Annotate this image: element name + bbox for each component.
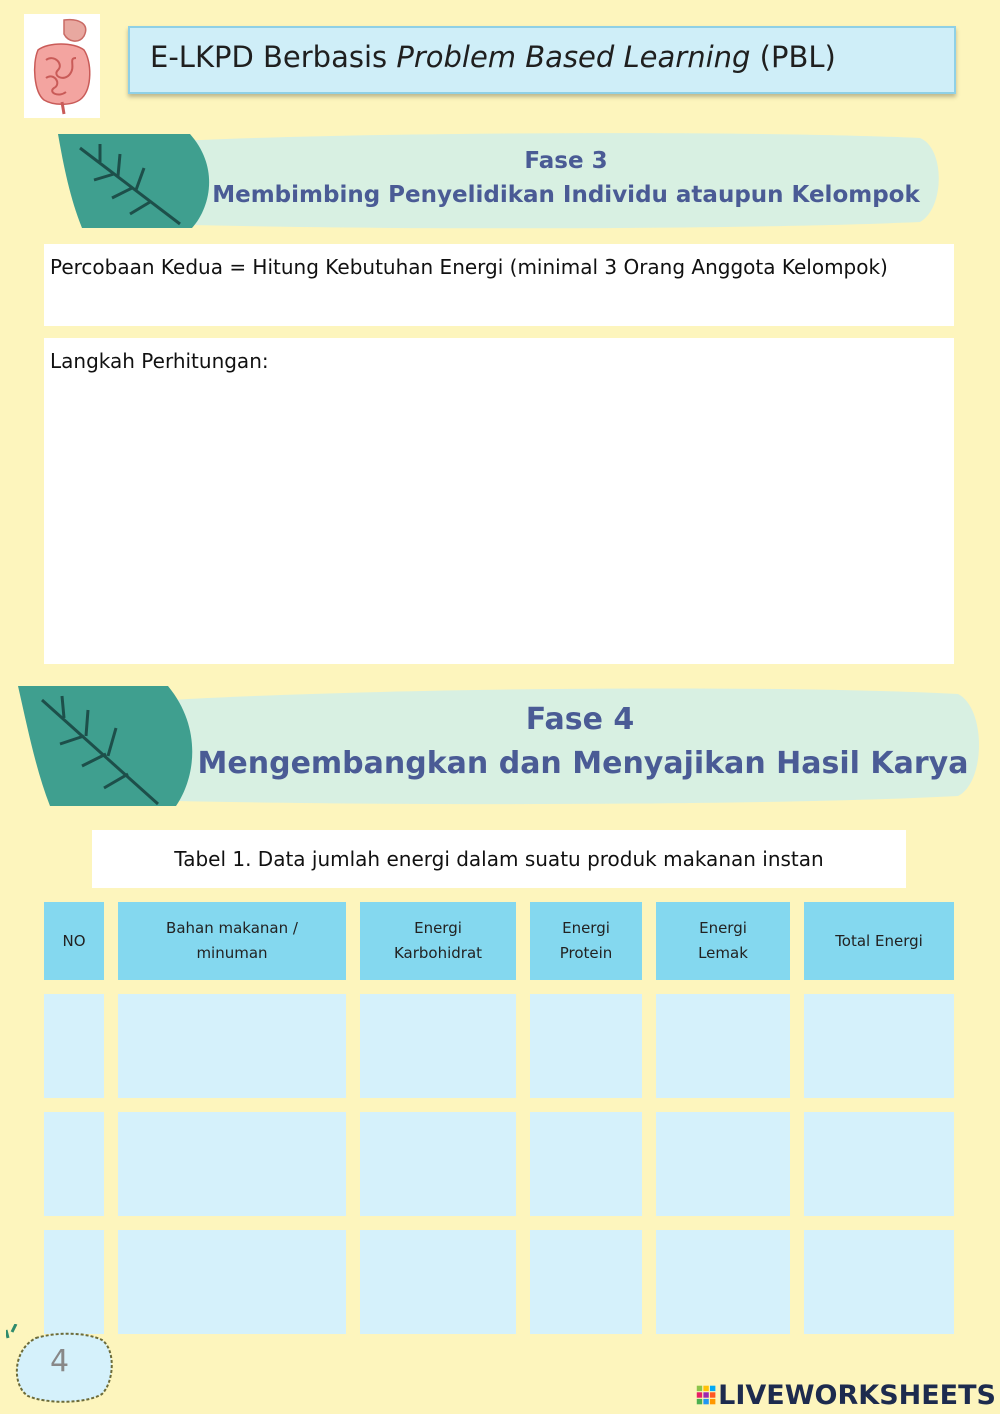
- table-header-protein: Energi Protein: [530, 902, 642, 980]
- phase4-label: Fase 4: [525, 702, 635, 737]
- table-caption: Tabel 1. Data jumlah energi dalam suatu produk makanan instan: [174, 847, 824, 871]
- logo-box: [24, 14, 100, 118]
- table-cell[interactable]: [656, 994, 790, 1098]
- phase3-banner: [40, 128, 950, 232]
- phase3-label: Fase 3: [524, 148, 608, 174]
- table-header-total: Total Energi: [804, 902, 954, 980]
- leaf-icon: [40, 128, 950, 232]
- table-cell[interactable]: [530, 994, 642, 1098]
- phase4-title: Mengembangkan dan Menyajikan Hasil Karya: [197, 746, 969, 781]
- table-header-carb: Energi Karbohidrat: [360, 902, 516, 980]
- table-caption-box: [92, 830, 906, 888]
- table-header-no: NO: [44, 902, 104, 980]
- table-cell[interactable]: [804, 994, 954, 1098]
- table-cell[interactable]: [44, 1230, 104, 1334]
- liveworksheets-brand[interactable]: [696, 1380, 996, 1410]
- table-cell[interactable]: [656, 1230, 790, 1334]
- phase4-banner: [8, 684, 988, 808]
- table-cell[interactable]: [804, 1230, 954, 1334]
- page-number: 4: [50, 1344, 70, 1379]
- experiment-box: [44, 244, 954, 326]
- table-cell[interactable]: [656, 1112, 790, 1216]
- steps-answer-area[interactable]: [44, 338, 954, 664]
- steps-label: Langkah Perhitungan:: [50, 349, 269, 373]
- table-cell[interactable]: [530, 1230, 642, 1334]
- table-cell[interactable]: [44, 1112, 104, 1216]
- table-cell[interactable]: [44, 994, 104, 1098]
- liveworksheets-logo-icon: [696, 1382, 716, 1408]
- table-cell[interactable]: [118, 1112, 346, 1216]
- table-cell[interactable]: [530, 1112, 642, 1216]
- brand-text: LIVEWORKSHEETS: [718, 1379, 996, 1411]
- phase3-title: Membimbing Penyelidikan Individu ataupun Kelompok: [212, 182, 920, 208]
- table-cell[interactable]: [118, 994, 346, 1098]
- table-cell[interactable]: [804, 1112, 954, 1216]
- page-number-badge: [6, 1324, 118, 1408]
- page-title: E-LKPD Berbasis Problem Based Learning (PBL): [150, 40, 836, 74]
- table-header-food: Bahan makanan / minuman: [118, 902, 346, 980]
- experiment-text: Percobaan Kedua = Hitung Kebutuhan Energi (minimal 3 Orang Anggota Kelompok): [50, 255, 888, 279]
- table-cell[interactable]: [118, 1230, 346, 1334]
- table-cell[interactable]: [360, 994, 516, 1098]
- table-header-fat: Energi Lemak: [656, 902, 790, 980]
- table-cell[interactable]: [360, 1230, 516, 1334]
- table-cell[interactable]: [360, 1112, 516, 1216]
- intestine-icon: [24, 14, 100, 118]
